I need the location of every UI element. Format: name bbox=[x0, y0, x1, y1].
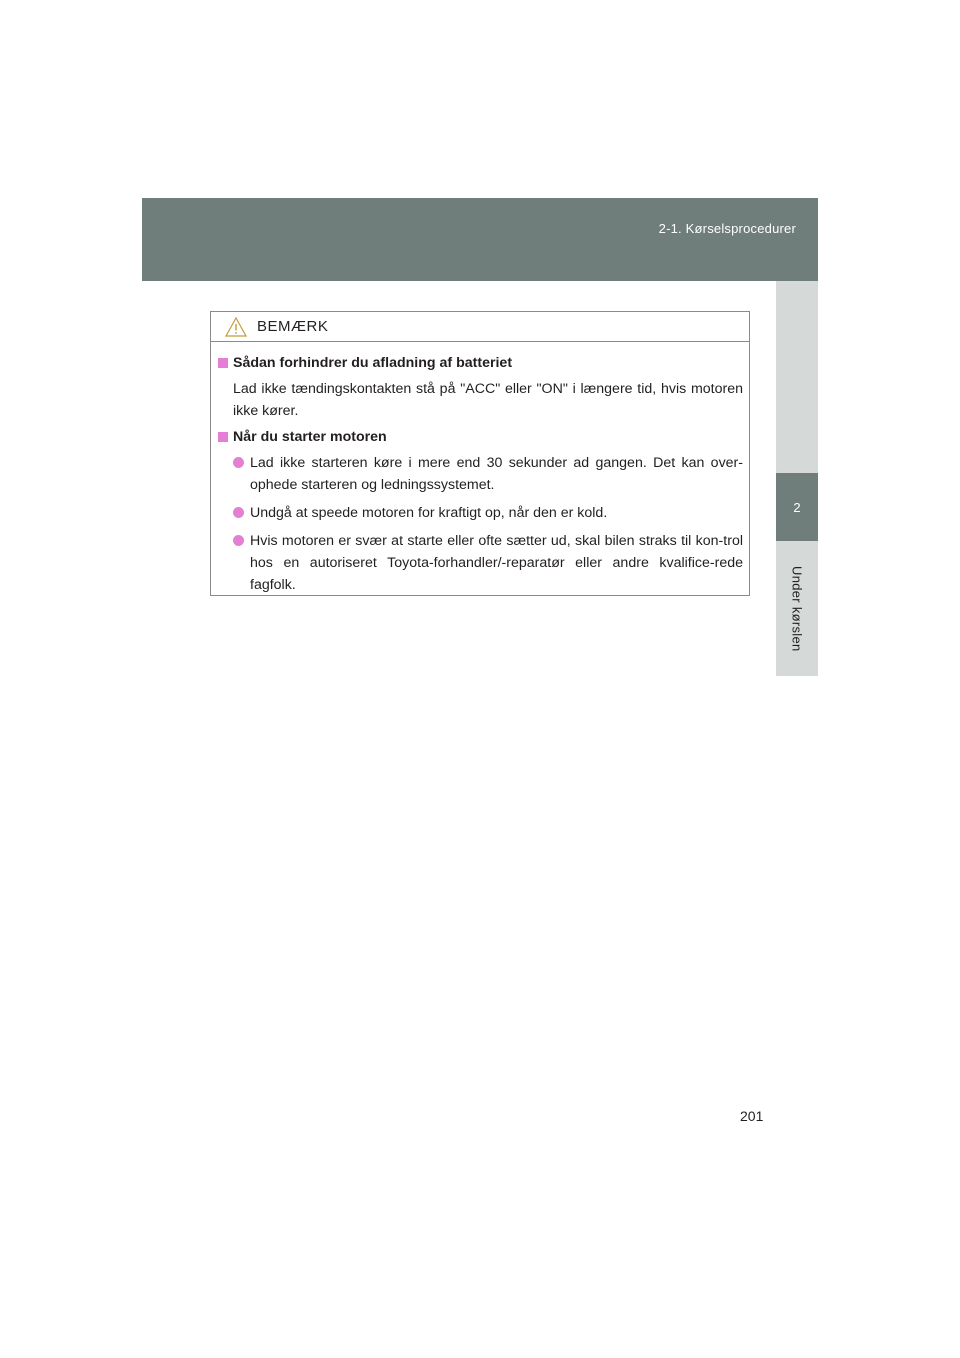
section-title: 2-1. Kørselsprocedurer bbox=[658, 221, 796, 236]
page-number: 201 bbox=[740, 1108, 764, 1124]
section-heading bbox=[218, 426, 743, 448]
notice-header bbox=[211, 312, 749, 342]
notice-body bbox=[211, 342, 749, 596]
section-heading-text: Når du starter motoren bbox=[233, 429, 387, 445]
list-item-text: Lad ikke starteren køre i mere end 30 sekunder ad gangen. Det kan over-ophede starteren og ledningssystemet. bbox=[250, 455, 743, 493]
list-item bbox=[218, 502, 743, 524]
chapter-label bbox=[776, 541, 818, 676]
list-item-text: Undgå at speede motoren for kraftigt op, når den er kold. bbox=[250, 505, 608, 521]
chapter-number: 2 bbox=[793, 499, 801, 515]
header-band bbox=[142, 198, 818, 281]
round-bullet-icon bbox=[233, 535, 244, 546]
round-bullet-icon bbox=[233, 507, 244, 518]
list-item bbox=[218, 452, 743, 496]
section-paragraph: Lad ikke tændingskontakten stå på "ACC" eller "ON" i længere tid, hvis motoren ikke kører. bbox=[233, 381, 743, 419]
section-heading-text: Sådan forhindrer du afladning af batteriet bbox=[233, 355, 513, 371]
square-bullet-icon bbox=[218, 432, 228, 442]
square-bullet-icon bbox=[218, 358, 228, 368]
notice-title: BEMÆRK bbox=[257, 318, 329, 335]
section-heading bbox=[218, 352, 743, 374]
list-item bbox=[218, 530, 743, 596]
list-item-text: Hvis motoren er svær at starte eller ofte sætter ud, skal bilen straks til kon-trol hos en autoriseret Toyota-forhandler/-reparatør eller andre kvalifice-rede fagfolk. bbox=[250, 533, 743, 593]
chapter-name: Under kørslen bbox=[789, 565, 805, 652]
warning-triangle-icon bbox=[225, 317, 247, 337]
notice-box bbox=[210, 311, 750, 596]
round-bullet-icon bbox=[233, 457, 244, 468]
side-strip-upper bbox=[776, 281, 818, 473]
chapter-tab bbox=[776, 473, 818, 541]
